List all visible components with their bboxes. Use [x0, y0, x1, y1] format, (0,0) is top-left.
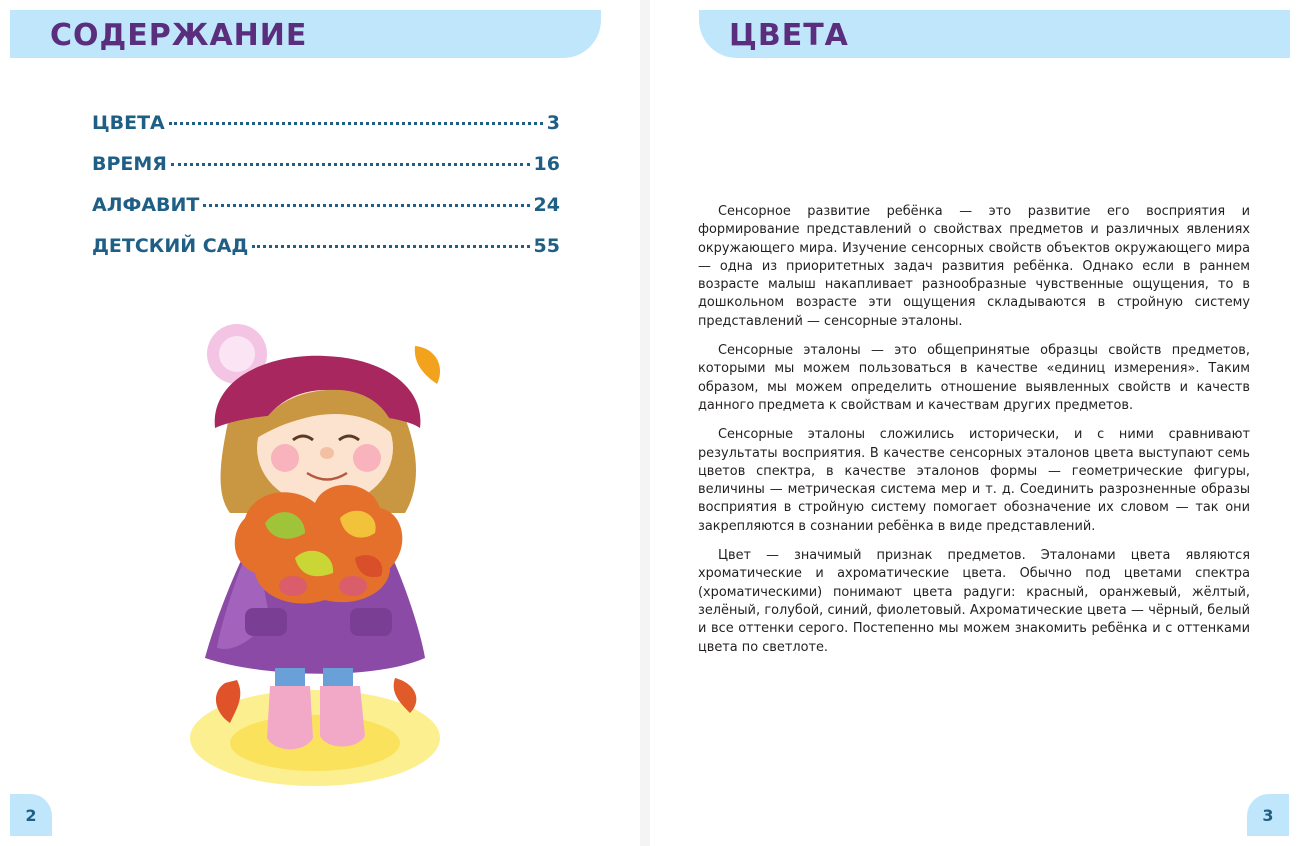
toc-leader-dots: [252, 245, 529, 248]
toc-leader-dots: [171, 163, 530, 166]
paragraph: Сенсорные эталоны сложились исторически, и с ними сравнивают результаты восприятия. В качестве сенсорных эталонов цвета выступают семь цветов спектра, в качестве эталонов формы — геометрические фигуры, величины — метрическая система мер и т. д. Соединить разрозненные образы восприятия в стройную систему помогает обозначение их словом — так они закрепляются в сознании ребёнка в виде представлений.: [698, 427, 1250, 534]
girl-with-autumn-leaves-illustration: [175, 318, 475, 798]
toc-leader-dots: [169, 122, 543, 125]
toc-leader-dots: [203, 204, 529, 207]
book-gutter: [640, 0, 650, 846]
toc-entry-page: 16: [533, 153, 560, 175]
toc-entry-label: ЦВЕТА: [92, 112, 165, 134]
toc-entry-kindergarten[interactable]: [92, 235, 560, 276]
paragraph: Цвет — значимый признак предметов. Эталонами цвета являются хроматические и ахроматические цвета. Обычно под цветами спектра (хроматическими) понимают цвета радуги: красный, оранжевый, жёлтый, зелёный, голубой, синий, фиолетовый. Ахроматические цвета — чёрный, белый и все оттенки серого. Постепенно мы можем знакомить ребёнка и с оттенками цвета по светлоте.: [698, 548, 1250, 655]
toc-entry-time[interactable]: [92, 153, 560, 194]
toc-entry-alphabet[interactable]: [92, 194, 560, 235]
paragraph: Сенсорные эталоны — это общепринятые образцы свойств предметов, которыми мы можем пользоваться в качестве «единиц измерения». Таким образом, мы можем определить отношение выявленных свойств и качеств данного предмета к свойствам и качествам других предметов.: [698, 343, 1250, 413]
left-page: [0, 0, 640, 846]
contents-heading: СОДЕРЖАНИЕ: [50, 18, 308, 53]
colors-heading: ЦВЕТА: [729, 18, 849, 53]
toc-entry-label: АЛФАВИТ: [92, 194, 200, 216]
page-number-right: 3: [1247, 794, 1289, 836]
toc-entry-label: ВРЕМЯ: [92, 153, 167, 175]
toc-entry-colors[interactable]: [92, 112, 560, 153]
paragraph: Сенсорное развитие ребёнка — это развитие его восприятия и формирование представлений о свойствах предметов и различных явлениях окружающего мира. Изучение сенсорных свойств объектов окружающего мира — одна из приоритетных задач развития ребёнка. Однако если в раннем возрасте малыш накапливает разнообразные чувственные ощущения, то в дошкольном возрасте эти ощущения складываются в стройную систему представлений — сенсорные эталоны.: [698, 204, 1250, 329]
article-text: [698, 203, 1250, 668]
page-number-left: 2: [10, 794, 52, 836]
contents-banner: [10, 10, 601, 58]
toc-entry-label: ДЕТСКИЙ САД: [92, 235, 249, 257]
toc-entry-page: 3: [546, 112, 560, 134]
right-page: [650, 0, 1299, 846]
table-of-contents: [92, 112, 560, 276]
toc-entry-page: 55: [533, 235, 560, 257]
toc-entry-page: 24: [533, 194, 560, 216]
colors-banner: [699, 10, 1290, 58]
